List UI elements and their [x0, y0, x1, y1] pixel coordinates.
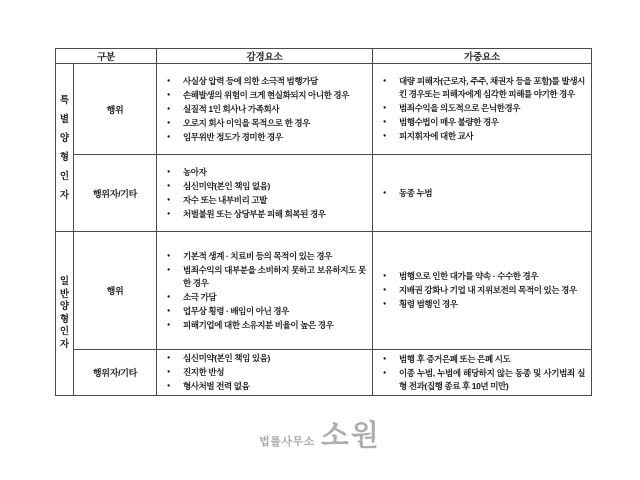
- factor-item: [383, 187, 585, 200]
- factor-item: [383, 116, 585, 129]
- aggravating-list-general-act: [373, 232, 591, 350]
- factor-text: 소극 가담: [183, 291, 217, 302]
- column-header-mitigating: 감경요소: [157, 49, 373, 64]
- bullet-icon: ●: [167, 182, 171, 189]
- vertical-label-char: 별: [59, 113, 70, 125]
- bullet-icon: ●: [167, 307, 171, 314]
- factor-text: 대량 피해자(근로자, 주주, 채권자 등을 포함)를 발생시킨 경우또는 피해자에게 심각한 피해를 야기한 경우: [399, 76, 585, 99]
- logo-firm-type-text: 법률사무소: [259, 436, 315, 448]
- bullet-icon: ●: [383, 78, 387, 84]
- factor-item: [167, 291, 366, 304]
- factor-item: [167, 380, 366, 393]
- aggravating-list-general-actor: [373, 350, 591, 395]
- factor-item: [167, 117, 366, 130]
- row-label-general-actor-etc: 행위자/기타: [74, 350, 157, 395]
- factor-item: [167, 305, 366, 318]
- factor-text: 사실상 압력 등에 의한 소극적 범행가담: [183, 75, 318, 86]
- factor-item: [383, 367, 585, 393]
- bullet-icon: ●: [167, 91, 171, 98]
- factor-item: [167, 131, 366, 144]
- factor-text: 오로지 회사 이익을 목적으로 한 경우: [183, 117, 310, 128]
- bullet-icon: ●: [167, 383, 171, 389]
- factor-text: 진지한 반성: [183, 367, 225, 377]
- bullet-icon: ●: [383, 301, 387, 307]
- group-label-general-factors: [56, 232, 74, 395]
- mitigating-list-general-act: [157, 232, 373, 350]
- factor-text: 기본적 생계 · 치료비 등의 목적이 있는 경우: [183, 250, 332, 261]
- factor-item: [383, 102, 585, 115]
- group-label-special-factors: [56, 64, 74, 232]
- bullet-icon: ●: [167, 266, 171, 273]
- bullet-icon: ●: [167, 210, 171, 217]
- factor-text: 업무상 횡령 · 배임이 아닌 경우: [183, 305, 289, 316]
- bullet-icon: ●: [383, 119, 387, 125]
- factor-text: 실질적 1인 회사나 가족회사: [183, 103, 280, 114]
- factor-item: [167, 208, 366, 221]
- factor-item: [167, 352, 366, 365]
- factor-text: 이종 누범, 누범에 해당하지 않는 동종 및 사기범죄 실형 전과(집행 종료 후 10년 미만): [399, 367, 585, 391]
- vertical-label-char: 양: [59, 301, 70, 312]
- factor-text: 자수 또는 내부비리 고발: [183, 194, 267, 205]
- mitigating-list-special-act: [157, 64, 373, 155]
- column-header-aggravating: 가중요소: [373, 49, 591, 64]
- bullet-icon: ●: [383, 105, 387, 111]
- factor-text: 형사처벌 전력 없음: [183, 381, 250, 391]
- vertical-label-char: 형: [59, 313, 70, 325]
- factor-text: 처벌불원 또는 상당부분 피해 회복된 경우: [183, 208, 326, 219]
- factor-item: [383, 75, 585, 101]
- bullet-icon: ●: [383, 369, 387, 376]
- mitigating-list-special-actor: [157, 155, 373, 232]
- bullet-icon: ●: [167, 168, 171, 175]
- bullet-icon: ●: [383, 189, 387, 196]
- logo-firm-name-text: 소원: [320, 420, 381, 452]
- factor-text: 손해발생의 위험이 크게 현실화되지 아니한 경우: [183, 89, 350, 100]
- factor-item: [167, 319, 366, 332]
- factor-text: 농아자: [183, 166, 207, 177]
- aggravating-list-special-act: [373, 64, 591, 155]
- factor-text: 피해기업에 대한 소유지분 비율이 높은 경우: [183, 319, 334, 330]
- factor-text: 범행수법이 매우 불량한 경우: [399, 117, 499, 127]
- factor-item: [167, 264, 366, 290]
- vertical-label-char: 자: [59, 338, 70, 350]
- vertical-label-char: 형: [59, 151, 70, 163]
- vertical-label-char: 특: [59, 94, 70, 106]
- factor-item: [383, 353, 585, 366]
- factor-item: [383, 298, 585, 311]
- factor-text: 범죄수익을 의도적으로 은닉한경우: [399, 103, 521, 113]
- vertical-label-char: 인: [59, 170, 70, 182]
- factor-item: [167, 166, 366, 179]
- factor-item: [167, 103, 366, 116]
- bullet-icon: ●: [167, 355, 171, 361]
- bullet-icon: ●: [383, 355, 387, 362]
- bullet-icon: ●: [167, 196, 171, 203]
- bullet-icon: ●: [167, 252, 171, 259]
- bullet-icon: ●: [167, 119, 171, 126]
- vertical-label-char: 자: [59, 189, 70, 201]
- factor-text: 동종 누범: [399, 187, 433, 198]
- factor-item: [167, 194, 366, 207]
- factor-text: 임무위반 정도가 경미한 경우: [183, 131, 283, 142]
- factor-text: 심신미약(본인 책임 있음): [183, 353, 270, 363]
- factor-item: [167, 250, 366, 263]
- bullet-icon: ●: [167, 369, 171, 375]
- bullet-icon: ●: [167, 77, 171, 84]
- vertical-label-char: 일: [59, 276, 70, 287]
- factor-item: [383, 284, 585, 297]
- bullet-icon: ●: [167, 321, 171, 328]
- factor-text: 심신미약(본인 책임 없음): [183, 180, 270, 191]
- column-header-category: 구분: [56, 49, 157, 64]
- factor-text: 지배권 강화나 기업 내 지위보전의 목적이 있는 경우: [399, 285, 577, 295]
- bullet-icon: ●: [167, 105, 171, 112]
- factor-item: [383, 130, 585, 143]
- factor-text: 범죄수익의 대부분을 소비하지 못하고 보유하지도 못한 경우: [183, 264, 366, 288]
- factor-item: [167, 180, 366, 193]
- bullet-icon: ●: [167, 133, 171, 140]
- vertical-label-char: 양: [59, 132, 70, 144]
- factor-text: 범행 후 증거은폐 또는 은폐 시도: [399, 353, 511, 364]
- factor-item: [167, 89, 366, 102]
- row-label-special-act: 행위: [74, 64, 157, 155]
- row-label-special-actor-etc: 행위자/기타: [74, 155, 157, 232]
- factor-text: 피지휘자에 대한 교사: [399, 131, 474, 141]
- factor-item: [167, 366, 366, 379]
- factor-item: [383, 270, 585, 283]
- factor-text: 범행으로 인한 대가를 약속 · 수수한 경우: [399, 271, 539, 281]
- bullet-icon: ●: [383, 287, 387, 293]
- law-firm-logo: [0, 422, 640, 451]
- vertical-label-char: 인: [59, 326, 70, 337]
- sentencing-factors-table: [55, 48, 592, 396]
- aggravating-list-special-actor: [373, 155, 591, 232]
- factor-item: [167, 75, 366, 88]
- row-label-general-act: 행위: [74, 232, 157, 350]
- vertical-label-char: 반: [59, 288, 70, 300]
- mitigating-list-general-actor: [157, 350, 373, 395]
- bullet-icon: ●: [167, 293, 171, 300]
- bullet-icon: ●: [383, 273, 387, 279]
- bullet-icon: ●: [383, 133, 387, 139]
- factor-text: 횡령 범행인 경우: [399, 299, 458, 309]
